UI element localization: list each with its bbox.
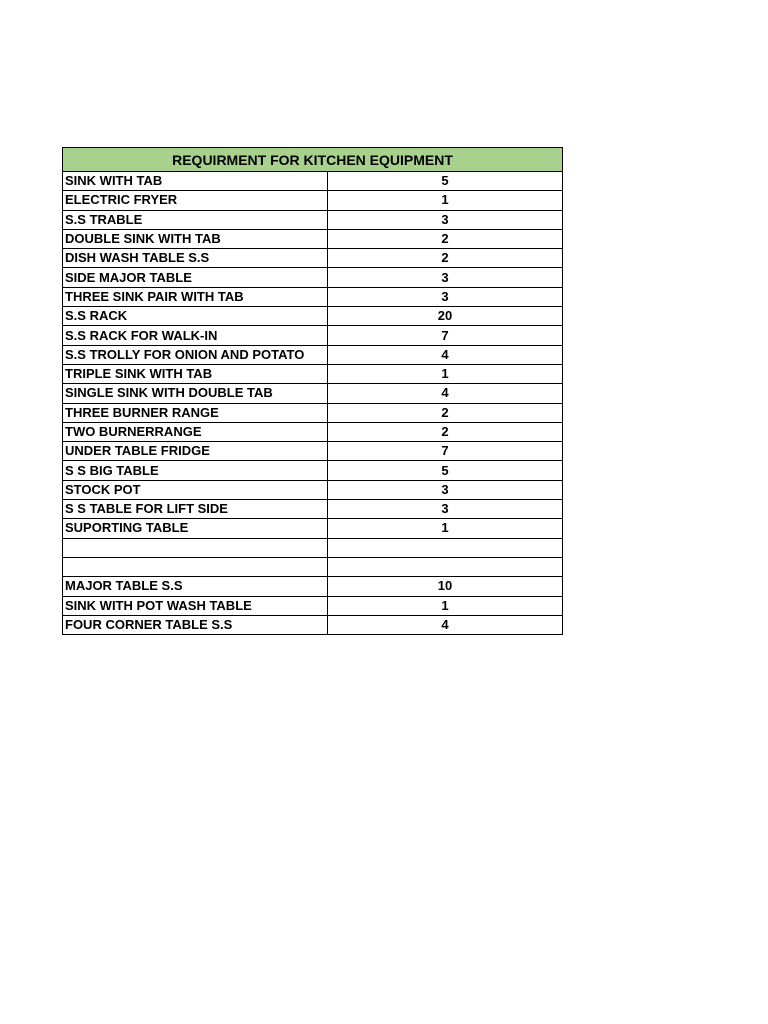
quantity-cell[interactable]: 2 (328, 229, 563, 248)
item-name-cell[interactable] (63, 538, 328, 557)
table-row (63, 249, 563, 268)
table-row (63, 287, 563, 306)
quantity-cell[interactable]: 1 (328, 596, 563, 615)
table-row (63, 403, 563, 422)
item-name-cell[interactable]: TWO BURNERRANGE (63, 422, 328, 441)
table-row (63, 596, 563, 615)
table-row (63, 345, 563, 364)
table-row (63, 461, 563, 480)
quantity-cell[interactable]: 1 (328, 519, 563, 538)
item-name-cell[interactable]: S S TABLE FOR LIFT SIDE (63, 500, 328, 519)
quantity-cell[interactable]: 20 (328, 307, 563, 326)
item-name-cell[interactable]: SINGLE SINK WITH DOUBLE TAB (63, 384, 328, 403)
item-name-cell[interactable]: SINK WITH POT WASH TABLE (63, 596, 328, 615)
quantity-cell[interactable] (328, 538, 563, 557)
item-name-cell[interactable]: SUPORTING TABLE (63, 519, 328, 538)
item-name-cell[interactable]: S.S TRABLE (63, 210, 328, 229)
table-row (63, 172, 563, 191)
table-row (63, 229, 563, 248)
quantity-cell[interactable]: 3 (328, 210, 563, 229)
table-row (63, 500, 563, 519)
table-header-row (63, 148, 563, 172)
quantity-cell[interactable]: 4 (328, 615, 563, 634)
item-name-cell[interactable]: DOUBLE SINK WITH TAB (63, 229, 328, 248)
quantity-cell[interactable]: 1 (328, 191, 563, 210)
item-name-cell[interactable]: ELECTRIC FRYER (63, 191, 328, 210)
table-row (63, 442, 563, 461)
table-row (63, 191, 563, 210)
table-row (63, 480, 563, 499)
item-name-cell[interactable]: SIDE MAJOR TABLE (63, 268, 328, 287)
quantity-cell[interactable]: 2 (328, 422, 563, 441)
quantity-cell[interactable]: 3 (328, 268, 563, 287)
item-name-cell[interactable]: S.S RACK (63, 307, 328, 326)
item-name-cell[interactable]: DISH WASH TABLE S.S (63, 249, 328, 268)
quantity-cell[interactable]: 3 (328, 500, 563, 519)
quantity-cell[interactable]: 3 (328, 480, 563, 499)
item-name-cell[interactable]: THREE BURNER RANGE (63, 403, 328, 422)
quantity-cell[interactable]: 2 (328, 403, 563, 422)
item-name-cell[interactable] (63, 557, 328, 576)
table-row (63, 422, 563, 441)
table-row (63, 307, 563, 326)
table-row (63, 538, 563, 557)
quantity-cell[interactable]: 3 (328, 287, 563, 306)
item-name-cell[interactable]: THREE SINK PAIR WITH TAB (63, 287, 328, 306)
quantity-cell[interactable]: 5 (328, 461, 563, 480)
quantity-cell[interactable]: 7 (328, 442, 563, 461)
table-row (63, 519, 563, 538)
table-row (63, 577, 563, 596)
table-row (63, 268, 563, 287)
quantity-cell[interactable]: 1 (328, 364, 563, 383)
kitchen-equipment-table (62, 147, 563, 635)
item-name-cell[interactable]: S S BIG TABLE (63, 461, 328, 480)
quantity-cell[interactable]: 10 (328, 577, 563, 596)
quantity-cell[interactable]: 5 (328, 172, 563, 191)
table-row (63, 364, 563, 383)
table-row (63, 210, 563, 229)
item-name-cell[interactable]: S.S RACK FOR WALK-IN (63, 326, 328, 345)
item-name-cell[interactable]: S.S TROLLY FOR ONION AND POTATO (63, 345, 328, 364)
item-name-cell[interactable]: TRIPLE SINK WITH TAB (63, 364, 328, 383)
table-row (63, 557, 563, 576)
table-row (63, 326, 563, 345)
table-row (63, 615, 563, 634)
quantity-cell[interactable]: 4 (328, 345, 563, 364)
quantity-cell[interactable] (328, 557, 563, 576)
table-row (63, 384, 563, 403)
item-name-cell[interactable]: SINK WITH TAB (63, 172, 328, 191)
table-title[interactable]: REQUIRMENT FOR KITCHEN EQUIPMENT (63, 148, 563, 172)
item-name-cell[interactable]: UNDER TABLE FRIDGE (63, 442, 328, 461)
quantity-cell[interactable]: 4 (328, 384, 563, 403)
quantity-cell[interactable]: 2 (328, 249, 563, 268)
item-name-cell[interactable]: MAJOR TABLE S.S (63, 577, 328, 596)
quantity-cell[interactable]: 7 (328, 326, 563, 345)
item-name-cell[interactable]: STOCK POT (63, 480, 328, 499)
item-name-cell[interactable]: FOUR CORNER TABLE S.S (63, 615, 328, 634)
